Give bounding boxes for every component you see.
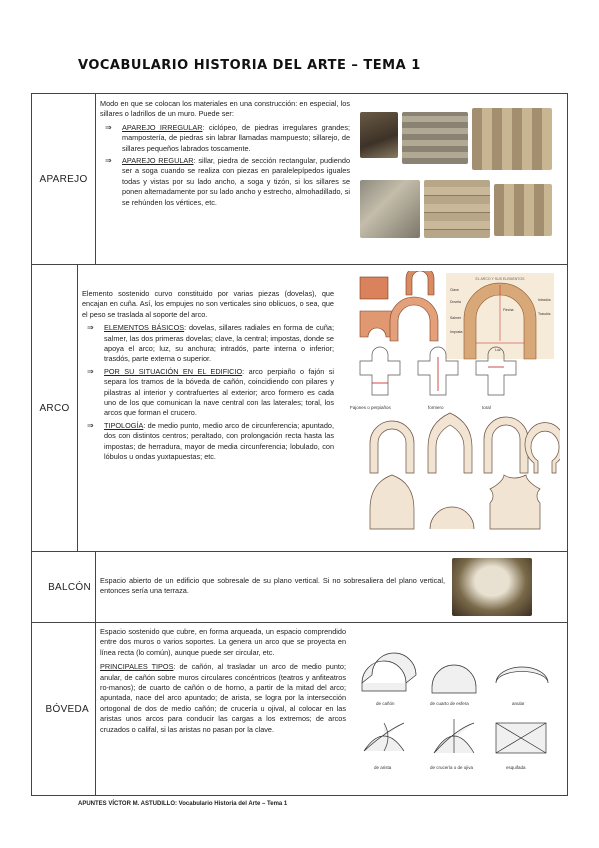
term-boveda: BÓVEDA xyxy=(32,623,96,796)
diagram-label: Intradós xyxy=(538,298,551,302)
balcony-photo xyxy=(452,558,532,616)
stone-wall-photo xyxy=(402,112,468,164)
row-boveda xyxy=(32,623,568,796)
arch-diagrams xyxy=(350,271,560,543)
stone-wall-photo xyxy=(494,184,552,236)
row-balcon xyxy=(32,552,568,623)
list-item: ⇒ ELEMENTOS BÁSICOS: dovelas, sillares radiales en forma de cuña; salmer, las dos primeras dovelas; clave, la central; impostas, donde se apoya el arco; luz, su anchura; intradós, parte interna o inferior; trasdós, parte externa o superior. xyxy=(87,323,334,364)
list-item: ⇒ APAREJO REGULAR: sillar, piedra de sección rectangular, pudiendo ser a soga cuando se realiza con piezas en paralelepípedos iguales todas y vistas por su lado ancho, a soga y tizón, si los sillares se ponen alternadamente por su lado ancho y estrecho, almohadillado, si se rehúnden los vértices, etc. xyxy=(105,156,351,207)
page-footer: APUNTES VÍCTOR M. ASTUDILLO: Vocabulario Historia del Arte – Tema 1 xyxy=(78,801,288,807)
list-item: ⇒ TIPOLOGÍA: de medio punto, medio arco de circunferencia; apuntado, dos con distintos centros; peraltado, con prolongación recta hasta las impostas; de herradura, mayor de media circunferencia; lobulado, con lóbulos u ondas yuxtapuestas; etc. xyxy=(87,420,334,462)
arrow-right-icon: ⇒ xyxy=(87,366,94,376)
row-arco xyxy=(32,265,568,552)
arrow-right-icon: ⇒ xyxy=(87,323,94,333)
term-balcon: BALCÓN xyxy=(32,552,96,623)
stone-wall-photo xyxy=(424,180,490,238)
vault-caption: de cañón xyxy=(376,701,395,706)
diagram-label: Imposta xyxy=(450,330,463,334)
vault-caption: esquifada xyxy=(506,765,526,770)
definition-balcon: Espacio abierto de un edificio que sobresale de su plano vertical. Si no sobresaliera del plano vertical, entonces sería una terraza. xyxy=(100,576,446,596)
plan-label: toral xyxy=(482,405,491,410)
arrow-right-icon: ⇒ xyxy=(87,420,94,430)
diagram-label: Clave xyxy=(450,288,459,292)
stone-wall-photo xyxy=(472,108,552,170)
vault-caption: de arista xyxy=(374,765,392,770)
diagram-label: Luz xyxy=(495,348,501,352)
vault-caption: de crucería o de ojiva xyxy=(430,765,474,770)
page-title: VOCABULARIO HISTORIA DEL ARTE – TEMA 1 xyxy=(78,58,421,73)
intro-text: Espacio sostenido que cubre, en forma arqueada, un espacio comprendido entre dos muros o varios soportes. La genera un arco que se proyecta en línea recta (lo común), aunque puede ser circular, etc. xyxy=(100,627,347,657)
types-text: PRINCIPALES TIPOS: de cañón, al trasladar un arco de medio punto; anular, de cañón sobre muros circulares concéntricos (teatros y anfiteatros ro-manos); de cuarto de cañón o de horno, a partir de la mitad del arco; apuntada, nace del arco apuntado; de arista, se logra por la intersección ortogonal de dos de medio cañón; de crucería u ojival, al colocar en las aristas unos arcos para conducir las cargas a los extremos; de arcos cruzados o califal, si las aristas no pasan por la clave. xyxy=(100,662,347,734)
diagram-label: Flecha xyxy=(503,308,514,312)
row-aparejo xyxy=(32,94,568,265)
diagram-label: Salmer xyxy=(450,316,462,320)
term-aparejo: APAREJO xyxy=(32,94,96,265)
diagram-label: Trasdós xyxy=(538,312,551,316)
vocabulary-table xyxy=(31,93,568,796)
term-arco: ARCO xyxy=(32,265,78,552)
vault-caption: anular xyxy=(512,701,525,706)
arrow-right-icon: ⇒ xyxy=(105,122,112,132)
diagram-title: EL ARCO Y SUS ELEMENTOS xyxy=(475,277,525,281)
diagram-label: Dovela xyxy=(450,300,461,304)
intro-text: Elemento sostenido curvo constituido por varias piezas (dovelas), que encajan en cuña. Así, los empujes no son verticales sino oblicuos, o sea, que el peso se traslada al soporte del arco. xyxy=(82,289,334,319)
definition-arco xyxy=(82,289,334,465)
definition-boveda xyxy=(100,627,346,735)
arrow-right-icon: ⇒ xyxy=(105,156,112,166)
intro-text: Modo en que se colocan los materiales en una construcción: en especial, los sillares o ladrillos de un muro. Puede ser: xyxy=(100,99,351,119)
plan-label: formero xyxy=(428,405,444,410)
list-item: ⇒ POR SU SITUACIÓN EN EL EDIFICIO: arco perpiaño o fajón si separa los tramos de la bóveda de cañón, coincidiendo con pilares y pilastras al interior y contrafuertes al exterior; arco formero es cada uno de los que comunican la nave central con las laterales; toral, los arcos que forman el crucero. xyxy=(87,366,334,418)
definition-aparejo xyxy=(100,99,350,210)
stone-wall-photo xyxy=(360,112,398,158)
stone-wall-photo xyxy=(360,180,420,238)
plan-label: Fajones o perpiaños xyxy=(350,405,391,410)
vault-caption: de cuarto de esfera xyxy=(430,701,469,706)
vault-diagrams xyxy=(354,643,554,783)
list-item: ⇒ APAREJO IRREGULAR: ciclópeo, de piedras irregulares grandes; mampostería, de piedras sin labrar llamadas mampuesto; sillarejo, de sillares pequeños labrados toscamente. xyxy=(105,122,351,153)
